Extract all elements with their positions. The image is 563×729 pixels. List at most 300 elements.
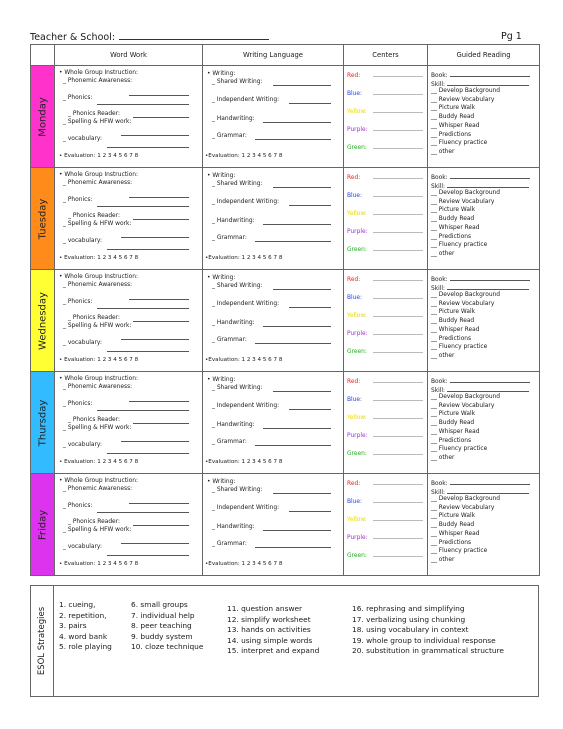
center-blue [347, 395, 423, 404]
center-green [347, 347, 423, 356]
day-row-monday [31, 66, 540, 168]
center-label: Red: [347, 277, 361, 283]
blank-line [373, 515, 423, 521]
blank-line [107, 346, 189, 355]
blank-line [121, 334, 189, 343]
independent-writing-label: _ Independent Writing: [212, 199, 280, 205]
phonics-reader-label: _ Phonics Reader: [68, 417, 120, 423]
guided-reading-item: __ Buddy Read [431, 522, 475, 529]
guided-reading-item: __ Fluency practice [431, 446, 488, 453]
esol-strategy-item: 7. individual help [131, 610, 195, 620]
handwriting-label: _ Handwriting: [212, 422, 255, 428]
esol-strategy-item: 5. role playing [59, 642, 112, 651]
col-word-work: Word Work [55, 45, 203, 66]
blank-line [373, 107, 423, 113]
guided-reading-item: __ Buddy Read [431, 216, 475, 223]
guided-reading-item: __ Predictions [431, 437, 472, 444]
esol-col-1 [59, 600, 112, 653]
blank-line [107, 448, 189, 457]
phonemic-label: _ Phonemic Awareness: [63, 384, 133, 390]
center-green [347, 245, 423, 254]
guided-reading-item: __ Buddy Read [431, 420, 475, 427]
day-row-thursday [31, 372, 540, 474]
blank-line [97, 303, 189, 312]
spelling-label: _ Spelling & HFW work: [63, 221, 132, 227]
shared-writing-label: _ Shared Writing: [212, 181, 263, 187]
center-label: Blue: [347, 397, 363, 403]
word-work-cell[interactable] [55, 66, 203, 168]
guided-reading-item: __ Predictions [431, 539, 472, 546]
skill-text: Skill: [431, 388, 446, 394]
guided-reading-item: __ other [431, 352, 455, 359]
book-label [431, 71, 530, 80]
blank-line [373, 329, 423, 335]
guided-reading-cell[interactable] [428, 66, 540, 168]
blank-line [373, 125, 423, 131]
spelling-label: _ Spelling & HFW work: [63, 527, 132, 533]
center-purple [347, 125, 423, 134]
evaluation-label: •Evaluation: 1 2 3 4 5 6 7 8 [205, 561, 283, 567]
center-blue [347, 191, 423, 200]
blank-line [255, 236, 331, 245]
center-yellow [347, 413, 423, 422]
center-red [347, 173, 423, 182]
teacher-school-label: Teacher & School: [30, 32, 116, 43]
blank-line [373, 209, 423, 215]
esol-col-3 [227, 604, 319, 657]
evaluation-label: •Evaluation: 1 2 3 4 5 6 7 8 [205, 255, 283, 261]
shared-writing-label: _ Shared Writing: [212, 385, 263, 391]
blank-line [373, 347, 423, 353]
grammar-label: _ Grammar: [212, 541, 247, 547]
book-text: Book: [431, 175, 448, 181]
skill-text: Skill: [431, 286, 446, 292]
book-label [431, 173, 530, 182]
blank-line [373, 551, 423, 557]
col-centers: Centers [344, 45, 428, 66]
blank-line [373, 449, 423, 455]
day-label: Tuesday [37, 198, 48, 239]
guided-reading-item: __ Develop Background [431, 292, 501, 298]
center-label: Blue: [347, 91, 363, 97]
day-label: Thursday [37, 399, 48, 446]
blank-line [133, 418, 189, 427]
guided-reading-item: __ Whisper Read [431, 224, 480, 231]
col-guided-reading: Guided Reading [428, 45, 540, 66]
center-green [347, 143, 423, 152]
vocabulary-label: _ vocabulary: [63, 340, 102, 346]
day-cell-wednesday [31, 270, 55, 372]
guided-reading-item: __ Develop Background [431, 88, 501, 94]
blank-line [129, 90, 189, 99]
day-label: Friday [37, 509, 48, 540]
blank-line [289, 506, 331, 515]
blank-line [373, 227, 423, 233]
center-label: Green: [347, 349, 367, 355]
blank-line [289, 200, 331, 209]
esol-strategy-item: 9. buddy system [131, 631, 193, 641]
day-row-friday [31, 474, 540, 576]
guided-reading-item: __ Review Vocabulary [431, 96, 495, 103]
center-label: Yellow: [347, 109, 367, 115]
center-red [347, 71, 423, 80]
center-red [347, 275, 423, 284]
day-cell-friday [31, 474, 55, 576]
independent-writing-label: _ Independent Writing: [212, 403, 280, 409]
guided-reading-item: __ Buddy Read [431, 318, 475, 325]
blank-line [273, 488, 331, 497]
center-label: Purple: [347, 331, 368, 337]
guided-reading-item: __ Picture Walk [431, 513, 475, 520]
center-purple [347, 533, 423, 542]
esol-strategy-item: 18. using vocabulary in context [352, 625, 469, 634]
evaluation-label: • Evaluation: 1 2 3 4 5 6 7 8 [59, 153, 139, 159]
whole-group-label: • Whole Group Instruction: [59, 70, 138, 76]
guided-reading-item: __ Predictions [431, 335, 472, 342]
guided-reading-item: __ other [431, 454, 455, 461]
guided-reading-cell[interactable] [428, 372, 540, 474]
center-label: Red: [347, 175, 361, 181]
center-blue [347, 497, 423, 506]
spelling-label: _ Spelling & HFW work: [63, 119, 132, 125]
center-label: Green: [347, 145, 367, 151]
day-label: Monday [37, 96, 48, 137]
esol-title: ESOL Strategies [37, 606, 47, 676]
day-row-tuesday [31, 168, 540, 270]
blank-line [255, 440, 331, 449]
blank-line [255, 134, 331, 143]
blank-line [289, 404, 331, 413]
independent-writing-label: _ Independent Writing: [212, 301, 280, 307]
day-label: Wednesday [37, 291, 48, 350]
skill-text: Skill: [431, 184, 446, 190]
center-label: Yellow: [347, 415, 367, 421]
center-label: Blue: [347, 193, 363, 199]
blank-line [121, 538, 189, 547]
center-label: Green: [347, 553, 367, 559]
book-text: Book: [431, 379, 448, 385]
esol-col-2 [131, 600, 203, 653]
esol-strategy-item: 2. repetition, [59, 610, 107, 620]
vocabulary-label: _ vocabulary: [63, 544, 102, 550]
guided-reading-item: __ other [431, 556, 455, 563]
evaluation-label: •Evaluation: 1 2 3 4 5 6 7 8 [205, 153, 283, 159]
blank-line [373, 143, 423, 149]
book-text: Book: [431, 277, 448, 283]
teacher-school-field[interactable] [30, 31, 269, 43]
writing-label: • Writing: [207, 71, 236, 77]
blank-line [107, 550, 189, 559]
word-work-cell[interactable] [55, 270, 203, 372]
handwriting-label: _ Handwriting: [212, 218, 255, 224]
lesson-plan-grid [30, 44, 540, 576]
center-label: Purple: [347, 535, 368, 541]
blank-line [97, 507, 189, 516]
col-writing-language: Writing Language [203, 45, 344, 66]
center-yellow [347, 107, 423, 116]
book-label [431, 479, 530, 488]
grammar-label: _ Grammar: [212, 439, 247, 445]
blank-line [263, 321, 331, 330]
corner-cell [31, 45, 55, 66]
phonics-reader-label: _ Phonics Reader: [68, 111, 120, 117]
center-purple [347, 431, 423, 440]
center-label: Green: [347, 451, 367, 457]
center-label: Purple: [347, 433, 368, 439]
blank-line [97, 99, 189, 108]
blank-line [121, 130, 189, 139]
esol-strategy-item: 16. rephrasing and simplifying [352, 604, 465, 613]
guided-reading-item: __ Picture Walk [431, 105, 475, 112]
blank-line [129, 396, 189, 405]
center-label: Blue: [347, 295, 363, 301]
blank-line [373, 431, 423, 437]
writing-label: • Writing: [207, 479, 236, 485]
word-work-cell[interactable] [55, 372, 203, 474]
evaluation-label: • Evaluation: 1 2 3 4 5 6 7 8 [59, 357, 139, 363]
phonemic-label: _ Phonemic Awareness: [63, 180, 133, 186]
center-green [347, 551, 423, 560]
evaluation-label: • Evaluation: 1 2 3 4 5 6 7 8 [59, 255, 139, 261]
blank-line [373, 377, 423, 383]
phonics-label: _ Phonics: [63, 401, 93, 407]
whole-group-label: • Whole Group Instruction: [59, 274, 138, 280]
spelling-label: _ Spelling & HFW work: [63, 323, 132, 329]
blank-line [373, 191, 423, 197]
blank-line [133, 214, 189, 223]
word-work-cell[interactable] [55, 168, 203, 270]
esol-strategy-item: 12. simplify worksheet [227, 614, 311, 624]
centers-cell[interactable] [344, 372, 428, 474]
guided-reading-item: __ other [431, 148, 455, 155]
blank-line [133, 520, 189, 529]
guided-reading-item: __ Develop Background [431, 394, 501, 400]
esol-strategy-item: 1. cueing, [59, 600, 96, 609]
guided-reading-item: __ Review Vocabulary [431, 198, 495, 205]
writing-label: • Writing: [207, 377, 236, 383]
blank-line [373, 311, 423, 317]
guided-reading-cell[interactable] [428, 270, 540, 372]
guided-reading-item: __ Picture Walk [431, 411, 475, 418]
esol-strategy-item: 14. using simple words [227, 635, 313, 645]
center-label: Blue: [347, 499, 363, 505]
book-label [431, 377, 530, 386]
day-row-wednesday [31, 270, 540, 372]
esol-strategy-item: 13. hands on activities [227, 625, 311, 634]
centers-cell[interactable] [344, 168, 428, 270]
guided-reading-item: __ Predictions [431, 233, 472, 240]
shared-writing-label: _ Shared Writing: [212, 283, 263, 289]
phonemic-label: _ Phonemic Awareness: [63, 78, 133, 84]
blank-line [273, 386, 331, 395]
skill-text: Skill: [431, 82, 446, 88]
blank-line [273, 182, 331, 191]
page-number: Pg 1 [501, 31, 522, 42]
guided-reading-item: __ Whisper Read [431, 326, 480, 333]
book-text: Book: [431, 73, 448, 79]
esol-col-4 [352, 604, 504, 657]
esol-title-cell [31, 586, 54, 696]
esol-strategy-item: 17. verbalizing using chunking [352, 614, 466, 624]
blank-line [273, 80, 331, 89]
blank-line [289, 302, 331, 311]
centers-cell[interactable] [344, 474, 428, 576]
vocabulary-label: _ vocabulary: [63, 136, 102, 142]
center-label: Yellow: [347, 517, 367, 523]
guided-reading-cell[interactable] [428, 474, 540, 576]
center-label: Purple: [347, 229, 368, 235]
center-red [347, 377, 423, 386]
writing-label: • Writing: [207, 275, 236, 281]
writing-label: • Writing: [207, 173, 236, 179]
phonics-label: _ Phonics: [63, 95, 93, 101]
vocabulary-label: _ vocabulary: [63, 238, 102, 244]
whole-group-label: • Whole Group Instruction: [59, 376, 138, 382]
word-work-cell[interactable] [55, 474, 203, 576]
guided-reading-item: __ Whisper Read [431, 530, 480, 537]
phonics-reader-label: _ Phonics Reader: [68, 315, 120, 321]
blank-line [107, 244, 189, 253]
guided-reading-item: __ Develop Background [431, 190, 501, 196]
header-row [31, 45, 540, 66]
blank-line [373, 533, 423, 539]
blank-line [97, 201, 189, 210]
blank-line [255, 542, 331, 551]
blank-line [289, 98, 331, 107]
phonemic-label: _ Phonemic Awareness: [63, 486, 133, 492]
guided-reading-item: __ Fluency practice [431, 344, 488, 351]
grammar-label: _ Grammar: [212, 235, 247, 241]
guided-reading-item: __ Picture Walk [431, 309, 475, 316]
esol-strategy-item: 10. cloze technique [131, 642, 204, 651]
center-purple [347, 227, 423, 236]
esol-strategy-item: 11. question answer [227, 604, 303, 613]
writing-language-cell[interactable] [203, 474, 344, 576]
phonics-reader-label: _ Phonics Reader: [68, 213, 120, 219]
esol-strategy-item: 4. word bank [59, 631, 108, 641]
esol-strategy-item: 19. whole group to individual response [352, 635, 496, 645]
blank-line [121, 436, 189, 445]
handwriting-label: _ Handwriting: [212, 524, 255, 530]
blank-line [373, 497, 423, 503]
evaluation-label: •Evaluation: 1 2 3 4 5 6 7 8 [205, 459, 283, 465]
skill-text: Skill: [431, 490, 446, 496]
evaluation-label: • Evaluation: 1 2 3 4 5 6 7 8 [59, 459, 139, 465]
handwriting-label: _ Handwriting: [212, 320, 255, 326]
phonemic-label: _ Phonemic Awareness: [63, 282, 133, 288]
esol-strategy-item: 6. small groups [131, 600, 188, 609]
blank-line [129, 294, 189, 303]
center-blue [347, 89, 423, 98]
center-label: Red: [347, 379, 361, 385]
blank-line [129, 498, 189, 507]
book-label [431, 275, 530, 284]
guided-reading-item: __ Fluency practice [431, 548, 488, 555]
writing-language-cell[interactable] [203, 168, 344, 270]
center-purple [347, 329, 423, 338]
guided-reading-item: __ Buddy Read [431, 114, 475, 121]
centers-cell[interactable] [344, 270, 428, 372]
blank-line [373, 173, 423, 179]
blank-line [373, 479, 423, 485]
blank-line [107, 142, 189, 151]
guided-reading-item: __ Review Vocabulary [431, 300, 495, 307]
blank-line [263, 525, 331, 534]
blank-line [373, 395, 423, 401]
blank-line [255, 338, 331, 347]
handwriting-label: _ Handwriting: [212, 116, 255, 122]
guided-reading-cell[interactable] [428, 168, 540, 270]
evaluation-label: • Evaluation: 1 2 3 4 5 6 7 8 [59, 561, 139, 567]
grammar-label: _ Grammar: [212, 337, 247, 343]
guided-reading-item: __ Whisper Read [431, 428, 480, 435]
guided-reading-item: __ Whisper Read [431, 122, 480, 129]
centers-cell[interactable] [344, 66, 428, 168]
blank-line [373, 413, 423, 419]
phonics-reader-label: _ Phonics Reader: [68, 519, 120, 525]
whole-group-label: • Whole Group Instruction: [59, 478, 138, 484]
center-label: Yellow: [347, 211, 367, 217]
blank-line [373, 293, 423, 299]
guided-reading-item: __ Predictions [431, 131, 472, 138]
blank-line [373, 71, 423, 77]
writing-language-cell[interactable] [203, 270, 344, 372]
guided-reading-item: __ Fluency practice [431, 140, 488, 147]
center-label: Red: [347, 481, 361, 487]
guided-reading-item: __ Review Vocabulary [431, 402, 495, 409]
book-text: Book: [431, 481, 448, 487]
blank-line [121, 232, 189, 241]
blank-line [263, 423, 331, 432]
esol-strategy-item: 8. peer teaching [131, 621, 192, 630]
esol-strategies-box [30, 585, 539, 697]
center-yellow [347, 515, 423, 524]
esol-strategy-item: 15. interpret and expand [227, 646, 320, 655]
center-label: Green: [347, 247, 367, 253]
shared-writing-label: _ Shared Writing: [212, 487, 263, 493]
center-yellow [347, 311, 423, 320]
shared-writing-label: _ Shared Writing: [212, 79, 263, 85]
day-cell-monday [31, 66, 55, 168]
guided-reading-item: __ Picture Walk [431, 207, 475, 214]
guided-reading-item: __ Develop Background [431, 496, 501, 502]
day-cell-tuesday [31, 168, 55, 270]
writing-language-cell[interactable] [203, 66, 344, 168]
blank-line [373, 245, 423, 251]
writing-language-cell[interactable] [203, 372, 344, 474]
independent-writing-label: _ Independent Writing: [212, 97, 280, 103]
blank-line [133, 316, 189, 325]
center-label: Yellow: [347, 313, 367, 319]
guided-reading-item: __ Fluency practice [431, 242, 488, 249]
phonics-label: _ Phonics: [63, 503, 93, 509]
center-label: Red: [347, 73, 361, 79]
blank-line [129, 192, 189, 201]
blank-line [273, 284, 331, 293]
esol-strategy-item: 20. substitution in grammatical structure [352, 646, 504, 655]
center-green [347, 449, 423, 458]
center-blue [347, 293, 423, 302]
center-red [347, 479, 423, 488]
grammar-label: _ Grammar: [212, 133, 247, 139]
blank-line [133, 112, 189, 121]
blank-line [373, 89, 423, 95]
blank-line [263, 219, 331, 228]
spelling-label: _ Spelling & HFW work: [63, 425, 132, 431]
guided-reading-item: __ other [431, 250, 455, 257]
blank-line [97, 405, 189, 414]
vocabulary-label: _ vocabulary: [63, 442, 102, 448]
